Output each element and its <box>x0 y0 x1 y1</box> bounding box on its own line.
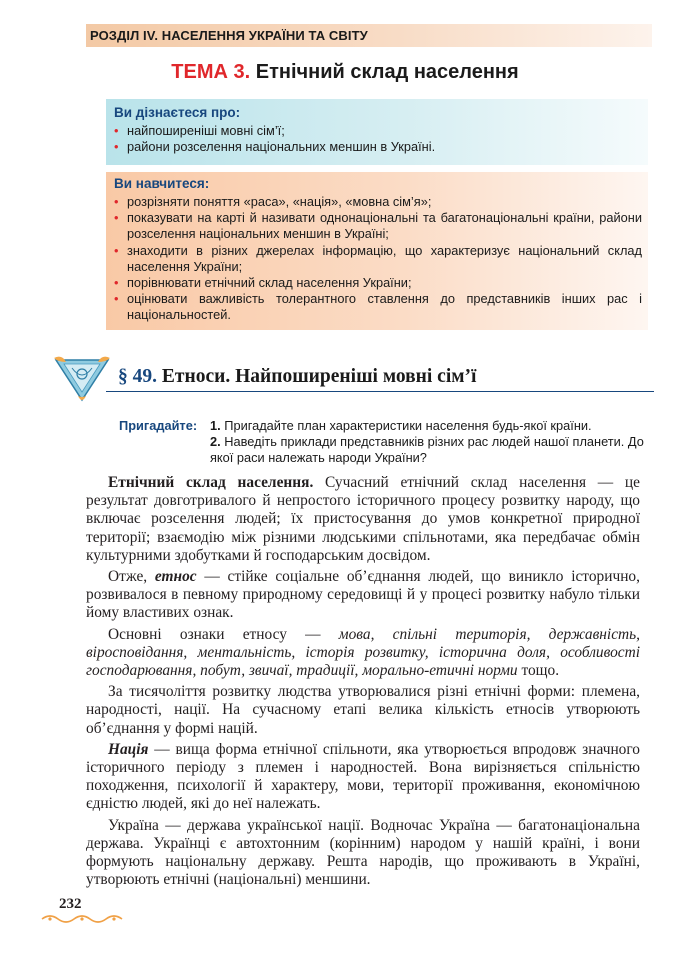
learn-about-box <box>106 99 648 165</box>
bullet-icon: • <box>114 210 119 226</box>
body-paragraph <box>86 741 640 814</box>
term: етнос <box>154 568 197 586</box>
list-item <box>114 291 642 323</box>
topic-title: Етнічний склад населення <box>255 61 519 83</box>
body-paragraph <box>86 626 640 681</box>
recall-item-number: 2. <box>210 434 221 450</box>
page-number: 232 <box>59 896 82 912</box>
topic-heading <box>0 61 690 84</box>
list-item-text: райони розселення національних меншин в Україні. <box>127 139 436 155</box>
paragraph-heading <box>118 366 476 388</box>
body-paragraph <box>86 474 640 565</box>
list-item <box>114 243 642 275</box>
bullet-icon: • <box>114 123 119 138</box>
section-header <box>86 24 652 47</box>
body-paragraph: Україна — держава української нації. Водночас Україна — багатонаціональна держава. Українці є автохтонним (корінним) народом у нашій країні, і вони формують національну державу. Решта народів, що проживають в Україні, утворюють етнічні (національні) меншини. <box>86 816 640 889</box>
recall-questions <box>210 418 646 467</box>
list-item-text: знаходити в різних джерелах інформацію, що характеризує національний склад населення України; <box>127 242 642 274</box>
feature-list: мова, спільні територія, державність, віросповідання, ментальність, історія розвитку, історична доля, особливості господарювання, побут, звичаї, традиції, морально-етичні норми <box>86 625 641 680</box>
will-learn-list <box>114 194 642 324</box>
list-item <box>114 194 642 210</box>
body-text <box>86 474 640 892</box>
recall-item-text: Наведіть приклади представників різних рас людей нашої планети. До якої раси належать народи України? <box>210 434 644 466</box>
term: Нація <box>108 740 149 758</box>
page-ornament-icon <box>40 911 130 927</box>
paragraph-text: тощо. <box>521 662 560 680</box>
bullet-icon: • <box>114 194 119 209</box>
recall-item-text: Пригадайте план характеристики населення будь-якої країни. <box>224 418 592 433</box>
paragraph-text: Основні ознаки етносу — <box>108 625 321 643</box>
list-item-text: порівнювати етнічний склад населення України; <box>127 275 412 291</box>
bullet-icon: • <box>114 139 119 155</box>
list-item-text: оцінювати важливість толерантного ставлення до представників інших рас і національностей. <box>127 291 642 323</box>
list-item-text: показувати на карті й називати однонаціональні та багатонаціональні країни, райони розселення національних меншин в Україні; <box>127 210 642 242</box>
bullet-icon: • <box>114 291 119 307</box>
paragraph-text: — вища форма етнічної спільноти, яка утворюється впродовж значного історичного періоду з племен і народностей. Вона вирізняється спільністю походження, психології й характеру, мови, території проживання, економічною єдністю людей, які до неї належать. <box>86 740 640 813</box>
paragraph-ornament-icon <box>52 352 112 404</box>
recall-item-number: 1. <box>210 418 221 433</box>
section-header-title: РОЗДІЛ IV. НАСЕЛЕННЯ УКРАЇНИ ТА СВІТУ <box>90 28 368 43</box>
paragraph-number: § 49. <box>118 366 157 387</box>
list-item-text: розрізняти поняття «раса», «нація», «мовна сім’я»; <box>127 194 432 209</box>
will-learn-box <box>106 172 648 330</box>
body-paragraph: За тисячоліття розвитку людства утворювалися різні етнічні форми: племена, народності, нації. На сучасному етапі велика кількість етносів утворюють об’єднання у формі націй. <box>86 683 640 737</box>
paragraph-text: Сучасний етнічний склад населення — це результат довготривалого й непростого історичного процесу розвитку народу, що включає розселення людей; їх пристосування до умов конкретної природної території; взаємодію між різними людськими спільнотами, яка передбачає обмін культурними здобутками й господарським досвідом. <box>86 474 640 564</box>
list-item <box>114 275 642 291</box>
list-item <box>114 139 642 155</box>
list-item-text: найпоширеніші мовні сім’ї; <box>127 123 285 138</box>
paragraph-text: Отже, <box>108 568 148 586</box>
recall-item <box>210 434 646 466</box>
learn-about-title: Ви дізнаєтеся про: <box>114 105 241 120</box>
paragraph-text: — стійке соціальне об’єднання людей, що виникло історично, розвивалося в певному природному середовищі й у процесі розвитку набуло тільки йому властивих ознак. <box>86 568 640 622</box>
recall-item <box>210 418 646 434</box>
bullet-icon: • <box>114 242 119 258</box>
term: Етнічний склад населення. <box>108 474 314 491</box>
paragraph-title: Етноси. Найпоширеніші мовні сім’ї <box>161 366 477 387</box>
divider <box>106 391 654 392</box>
body-paragraph <box>86 568 640 623</box>
list-item <box>114 123 642 139</box>
learn-about-list <box>114 123 642 155</box>
will-learn-title: Ви навчитеся: <box>114 176 210 191</box>
recall-label: Пригадайте: <box>119 418 198 433</box>
topic-number: ТЕМА 3. <box>171 61 251 83</box>
bullet-icon: • <box>114 275 119 291</box>
list-item <box>114 210 642 242</box>
